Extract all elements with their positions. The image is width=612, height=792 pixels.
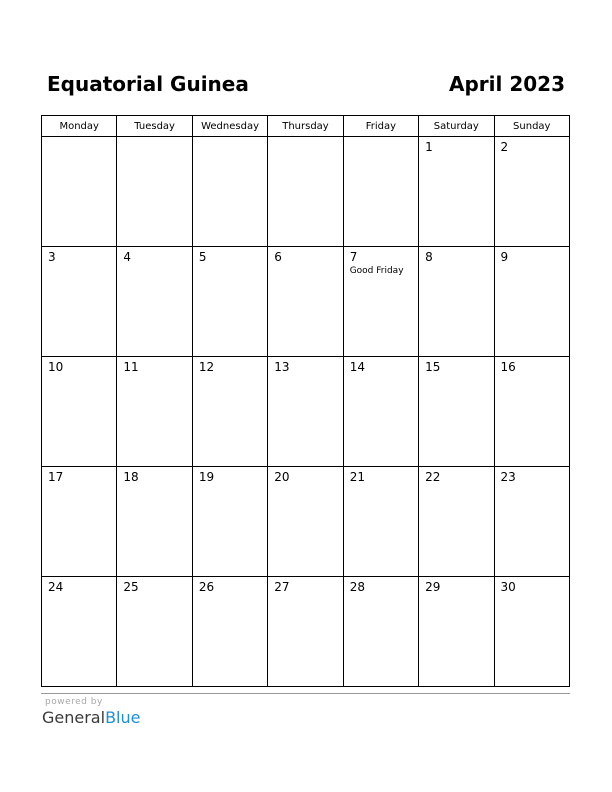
day-number: 27 xyxy=(274,580,290,594)
day-number: 12 xyxy=(198,360,215,374)
day-number: 14 xyxy=(349,360,365,374)
day-number: 29 xyxy=(425,580,441,594)
day-number: 2 xyxy=(500,140,509,154)
calendar-day-cell xyxy=(494,137,569,247)
day-number: 24 xyxy=(48,580,64,594)
weekday-header: Friday xyxy=(343,116,418,137)
calendar-day-cell xyxy=(268,577,343,687)
calendar-day-cell xyxy=(117,137,192,247)
calendar-day-cell xyxy=(343,577,418,687)
brand-logo-part2: Blue xyxy=(105,708,141,727)
calendar-day-cell xyxy=(419,357,494,467)
calendar-day-cell xyxy=(42,467,117,577)
calendar-day-cell xyxy=(268,137,343,247)
day-number: 3 xyxy=(48,250,56,264)
calendar-day-cell xyxy=(494,577,569,687)
footer-divider xyxy=(41,693,570,694)
month-year-title: April 2023 xyxy=(449,72,565,96)
holiday-label: Good Friday xyxy=(349,266,404,276)
day-number: 22 xyxy=(425,470,441,484)
day-number: 19 xyxy=(198,470,215,484)
calendar-week-row xyxy=(42,357,570,467)
calendar-day-cell xyxy=(42,577,117,687)
calendar-day-cell xyxy=(494,467,569,577)
calendar-day-cell xyxy=(268,467,343,577)
day-number: 23 xyxy=(500,470,516,484)
weekday-header: Saturday xyxy=(419,116,494,137)
calendar-day-cell xyxy=(268,247,343,357)
calendar-day-cell xyxy=(343,467,418,577)
calendar-day-cell xyxy=(117,357,192,467)
day-number: 4 xyxy=(123,250,132,264)
calendar-day-cell xyxy=(343,357,418,467)
day-number: 15 xyxy=(425,360,441,374)
calendar-day-cell xyxy=(419,577,494,687)
calendar-grid xyxy=(41,115,570,687)
calendar-day-cell xyxy=(419,137,494,247)
day-number: 17 xyxy=(48,470,64,484)
calendar-day-cell xyxy=(494,247,569,357)
calendar-week-row xyxy=(42,247,570,357)
calendar-day-cell xyxy=(494,357,569,467)
calendar-day-cell xyxy=(117,467,192,577)
calendar-day-cell xyxy=(42,137,117,247)
day-number: 8 xyxy=(425,250,433,264)
calendar-day-cell xyxy=(192,247,267,357)
day-number: 26 xyxy=(198,580,215,594)
calendar-day-cell xyxy=(268,357,343,467)
calendar-day-cell xyxy=(42,357,117,467)
day-number: 11 xyxy=(123,360,139,374)
day-number: 28 xyxy=(349,580,365,594)
calendar-day-cell xyxy=(343,137,418,247)
weekday-header: Sunday xyxy=(494,116,569,137)
brand-logo-part1: General xyxy=(42,708,106,727)
calendar-day-cell xyxy=(192,357,267,467)
calendar-day-cell xyxy=(192,467,267,577)
day-number: 10 xyxy=(48,360,64,374)
day-number: 7 xyxy=(349,250,358,264)
weekday-header: Monday xyxy=(42,116,117,137)
calendar-day-cell xyxy=(42,247,117,357)
calendar-day-cell xyxy=(192,137,267,247)
weekday-header: Wednesday xyxy=(192,116,267,137)
calendar-day-cell xyxy=(192,577,267,687)
calendar-week-row xyxy=(42,577,570,687)
day-number: 20 xyxy=(274,470,290,484)
calendar-day-cell xyxy=(117,247,192,357)
day-number: 30 xyxy=(500,580,516,594)
calendar-day-cell xyxy=(117,577,192,687)
weekday-header-row xyxy=(42,116,570,137)
day-number: 16 xyxy=(500,360,516,374)
day-number: 13 xyxy=(274,360,290,374)
calendar-day-cell xyxy=(419,247,494,357)
day-number: 9 xyxy=(500,250,509,264)
powered-by-text: powered by xyxy=(45,697,103,707)
day-number: 18 xyxy=(123,470,139,484)
calendar-week-row xyxy=(42,137,570,247)
calendar-day-cell xyxy=(419,467,494,577)
calendar-week-row xyxy=(42,467,570,577)
calendar-day-cell xyxy=(343,247,418,357)
day-number: 6 xyxy=(274,250,282,264)
day-number: 1 xyxy=(425,140,433,154)
weekday-header: Thursday xyxy=(268,116,343,137)
brand-logo[interactable] xyxy=(42,708,140,728)
day-number: 25 xyxy=(123,580,139,594)
day-number: 21 xyxy=(349,470,365,484)
calendar-body xyxy=(42,137,570,687)
weekday-header: Tuesday xyxy=(117,116,192,137)
country-title: Equatorial Guinea xyxy=(47,72,249,96)
day-number: 5 xyxy=(198,250,207,264)
